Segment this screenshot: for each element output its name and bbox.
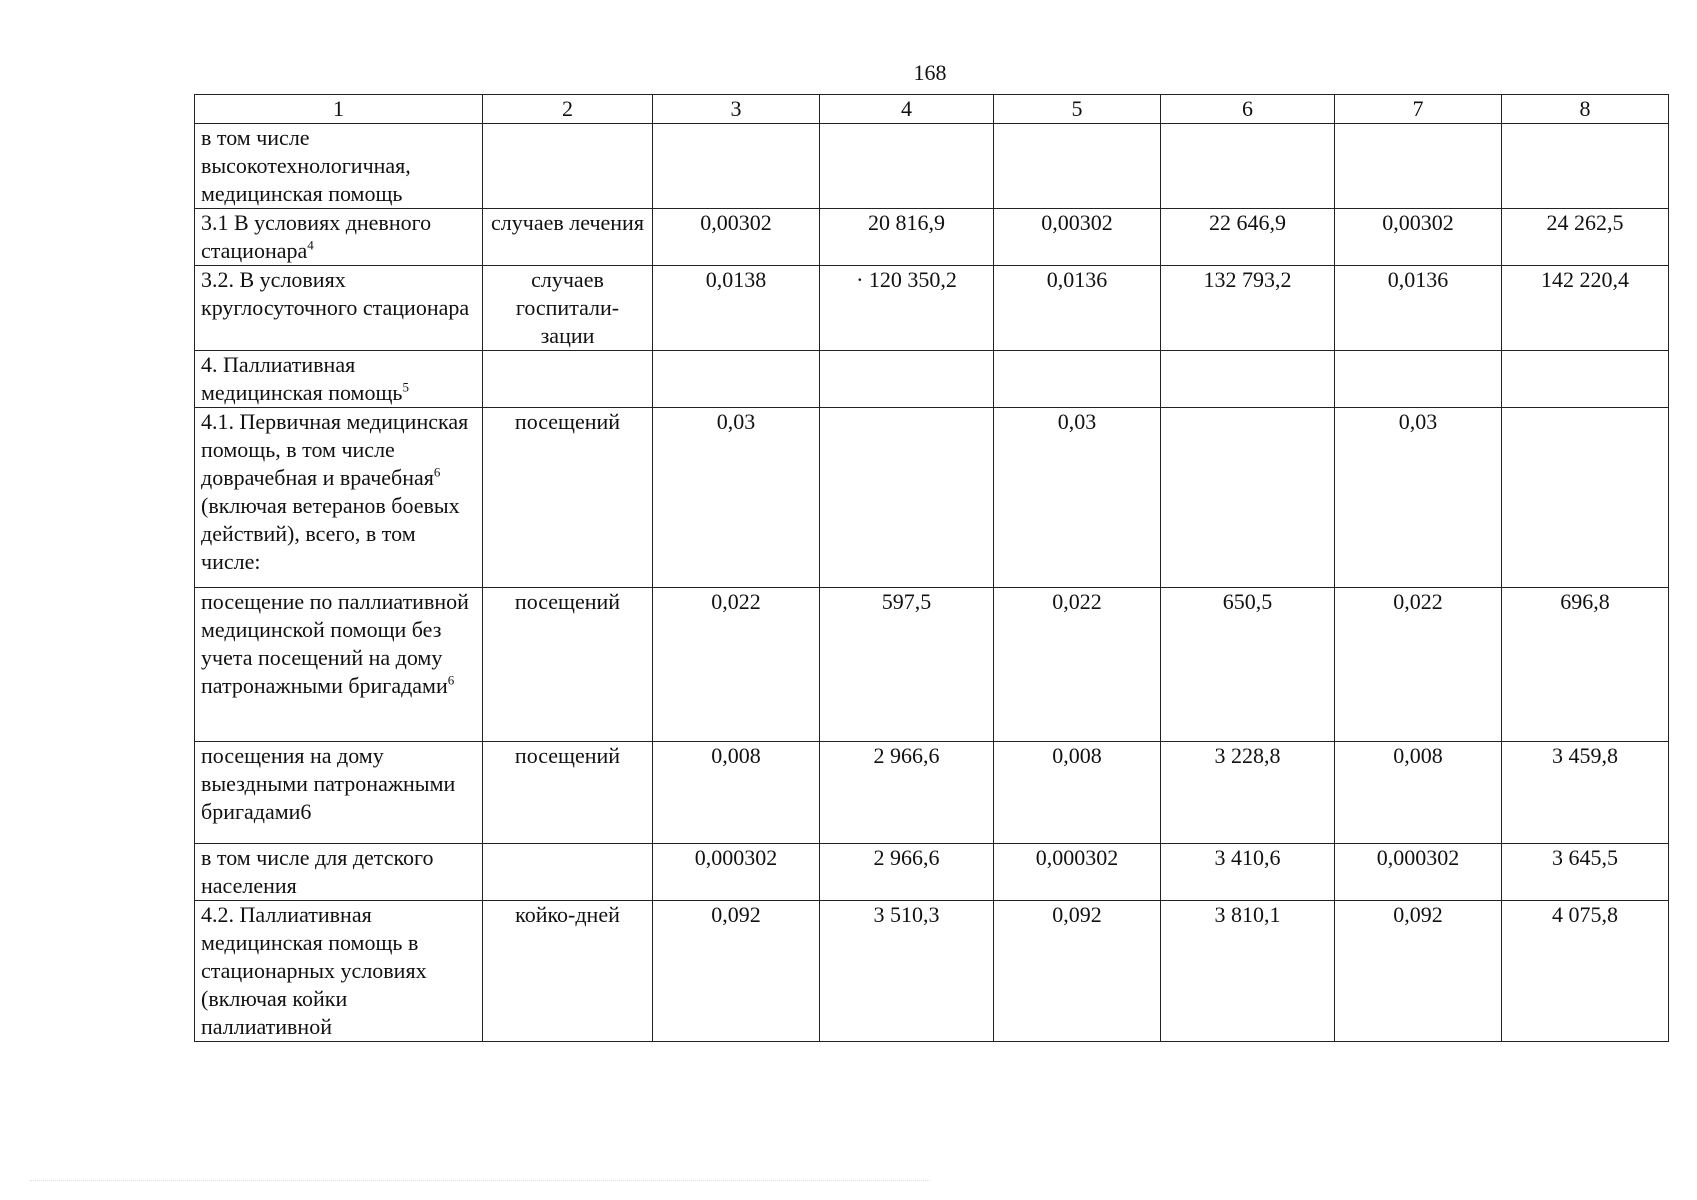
- value-cell: [820, 351, 994, 408]
- row-label-text: посещение по паллиативной медицинской помощи без учета посещений на дому патронажными бригадами: [201, 589, 469, 698]
- table-row: [195, 844, 1669, 901]
- value-cell: [1335, 124, 1502, 209]
- unit-cell: [483, 124, 653, 209]
- value-cell: [994, 351, 1161, 408]
- value-cell: 0,000302: [653, 844, 820, 901]
- page-number: 168: [913, 60, 947, 85]
- unit-cell: [483, 351, 653, 408]
- value-cell: 20 816,9: [820, 209, 994, 266]
- table-row: [195, 351, 1669, 408]
- value-cell: [820, 408, 994, 588]
- row-label: [195, 124, 483, 209]
- value-cell: 0,03: [653, 408, 820, 588]
- value-cell: 3 228,8: [1161, 742, 1335, 844]
- value-cell: 696,8: [1502, 588, 1669, 742]
- value-cell: 3 510,3: [820, 901, 994, 1042]
- row-label: [195, 844, 483, 901]
- value-cell: [653, 124, 820, 209]
- column-number-row: [195, 95, 1669, 124]
- row-label-text: посещения на дому выездными патронажными бригадами6: [201, 743, 456, 824]
- table-row: [195, 742, 1669, 844]
- column-number: 6: [1161, 95, 1335, 124]
- footnote-marker: 6: [433, 464, 441, 480]
- unit-cell: койко-дней: [483, 901, 653, 1042]
- value-cell: [820, 124, 994, 209]
- row-label-text: 4.1. Первичная медицинская помощь, в том числе доврачебная и врачебная: [201, 409, 469, 490]
- table-row: [195, 901, 1669, 1042]
- scan-artifact: [30, 1180, 930, 1181]
- row-label-text: 3.1 В условиях дневного стационара: [201, 210, 432, 263]
- value-cell: 0,0136: [1335, 266, 1502, 351]
- table-row: [195, 266, 1669, 351]
- value-cell: [1161, 408, 1335, 588]
- value-cell: 0,008: [1335, 742, 1502, 844]
- table-row: [195, 124, 1669, 209]
- row-label-text: 3.2. В условиях круглосуточного стационара: [201, 267, 470, 320]
- value-cell: 142 220,4: [1502, 266, 1669, 351]
- table-row: [195, 588, 1669, 742]
- footnote-marker: 6: [447, 672, 455, 688]
- value-cell: 0,0136: [994, 266, 1161, 351]
- value-cell: 3 459,8: [1502, 742, 1669, 844]
- value-cell: 0,022: [653, 588, 820, 742]
- value-cell: 24 262,5: [1502, 209, 1669, 266]
- value-cell: 0,00302: [653, 209, 820, 266]
- unit-cell: случаев лечения: [483, 209, 653, 266]
- column-number: 7: [1335, 95, 1502, 124]
- value-cell: 0,022: [1335, 588, 1502, 742]
- row-label: [195, 351, 483, 408]
- value-cell: 0,000302: [994, 844, 1161, 901]
- column-number: 1: [195, 95, 483, 124]
- value-cell: 4 075,8: [1502, 901, 1669, 1042]
- column-number: 5: [994, 95, 1161, 124]
- value-cell: 0,03: [994, 408, 1161, 588]
- row-label: [195, 266, 483, 351]
- unit-cell: посещений: [483, 588, 653, 742]
- column-number: 3: [653, 95, 820, 124]
- column-number: 2: [483, 95, 653, 124]
- value-cell: [994, 124, 1161, 209]
- value-cell: 3 645,5: [1502, 844, 1669, 901]
- data-table: [194, 94, 1669, 1042]
- value-cell: [1502, 124, 1669, 209]
- row-label: [195, 408, 483, 588]
- unit-cell: случаев госпитали-зации: [483, 266, 653, 351]
- row-label: [195, 901, 483, 1042]
- footnote-marker: 4: [307, 237, 314, 253]
- footnote-marker: 5: [402, 379, 409, 395]
- value-cell: 22 646,9: [1161, 209, 1335, 266]
- table-row: [195, 209, 1669, 266]
- row-label: [195, 209, 483, 266]
- value-cell: [1161, 351, 1335, 408]
- row-label-text: 4.2. Паллиативная медицинская помощь в стационарных условиях (включая койки паллиативной: [201, 902, 427, 1039]
- row-label: [195, 742, 483, 844]
- value-cell: 3 810,1: [1161, 901, 1335, 1042]
- table-row: [195, 408, 1669, 588]
- value-cell: [1502, 408, 1669, 588]
- value-cell: 3 410,6: [1161, 844, 1335, 901]
- value-cell: 0,008: [653, 742, 820, 844]
- value-cell: 597,5: [820, 588, 994, 742]
- value-cell: 0,008: [994, 742, 1161, 844]
- value-cell: 2 966,6: [820, 844, 994, 901]
- row-label: [195, 588, 483, 742]
- value-cell: 0,092: [994, 901, 1161, 1042]
- value-cell: [1161, 124, 1335, 209]
- value-cell: · 120 350,2: [820, 266, 994, 351]
- value-cell: 0,03: [1335, 408, 1502, 588]
- row-label-text: 4. Паллиативная медицинская помощь: [201, 352, 403, 405]
- value-cell: 132 793,2: [1161, 266, 1335, 351]
- value-cell: 0,00302: [1335, 209, 1502, 266]
- unit-cell: посещений: [483, 408, 653, 588]
- row-label-text: в том числе для детского населения: [201, 845, 434, 898]
- value-cell: [1502, 351, 1669, 408]
- value-cell: 2 966,6: [820, 742, 994, 844]
- value-cell: 0,000302: [1335, 844, 1502, 901]
- row-label-text: в том числе высокотехнологичная, медицинская помощь: [201, 125, 411, 206]
- column-number: 4: [820, 95, 994, 124]
- column-number: 8: [1502, 95, 1669, 124]
- value-cell: 0,092: [653, 901, 820, 1042]
- value-cell: 0,022: [994, 588, 1161, 742]
- value-cell: 650,5: [1161, 588, 1335, 742]
- unit-cell: посещений: [483, 742, 653, 844]
- value-cell: 0,00302: [994, 209, 1161, 266]
- value-cell: 0,092: [1335, 901, 1502, 1042]
- unit-cell: [483, 844, 653, 901]
- value-cell: [1335, 351, 1502, 408]
- value-cell: [653, 351, 820, 408]
- table-body: [195, 95, 1669, 1042]
- value-cell: 0,0138: [653, 266, 820, 351]
- row-label-tail: (включая ветеранов боевых действий), всего, в том числе:: [201, 493, 460, 574]
